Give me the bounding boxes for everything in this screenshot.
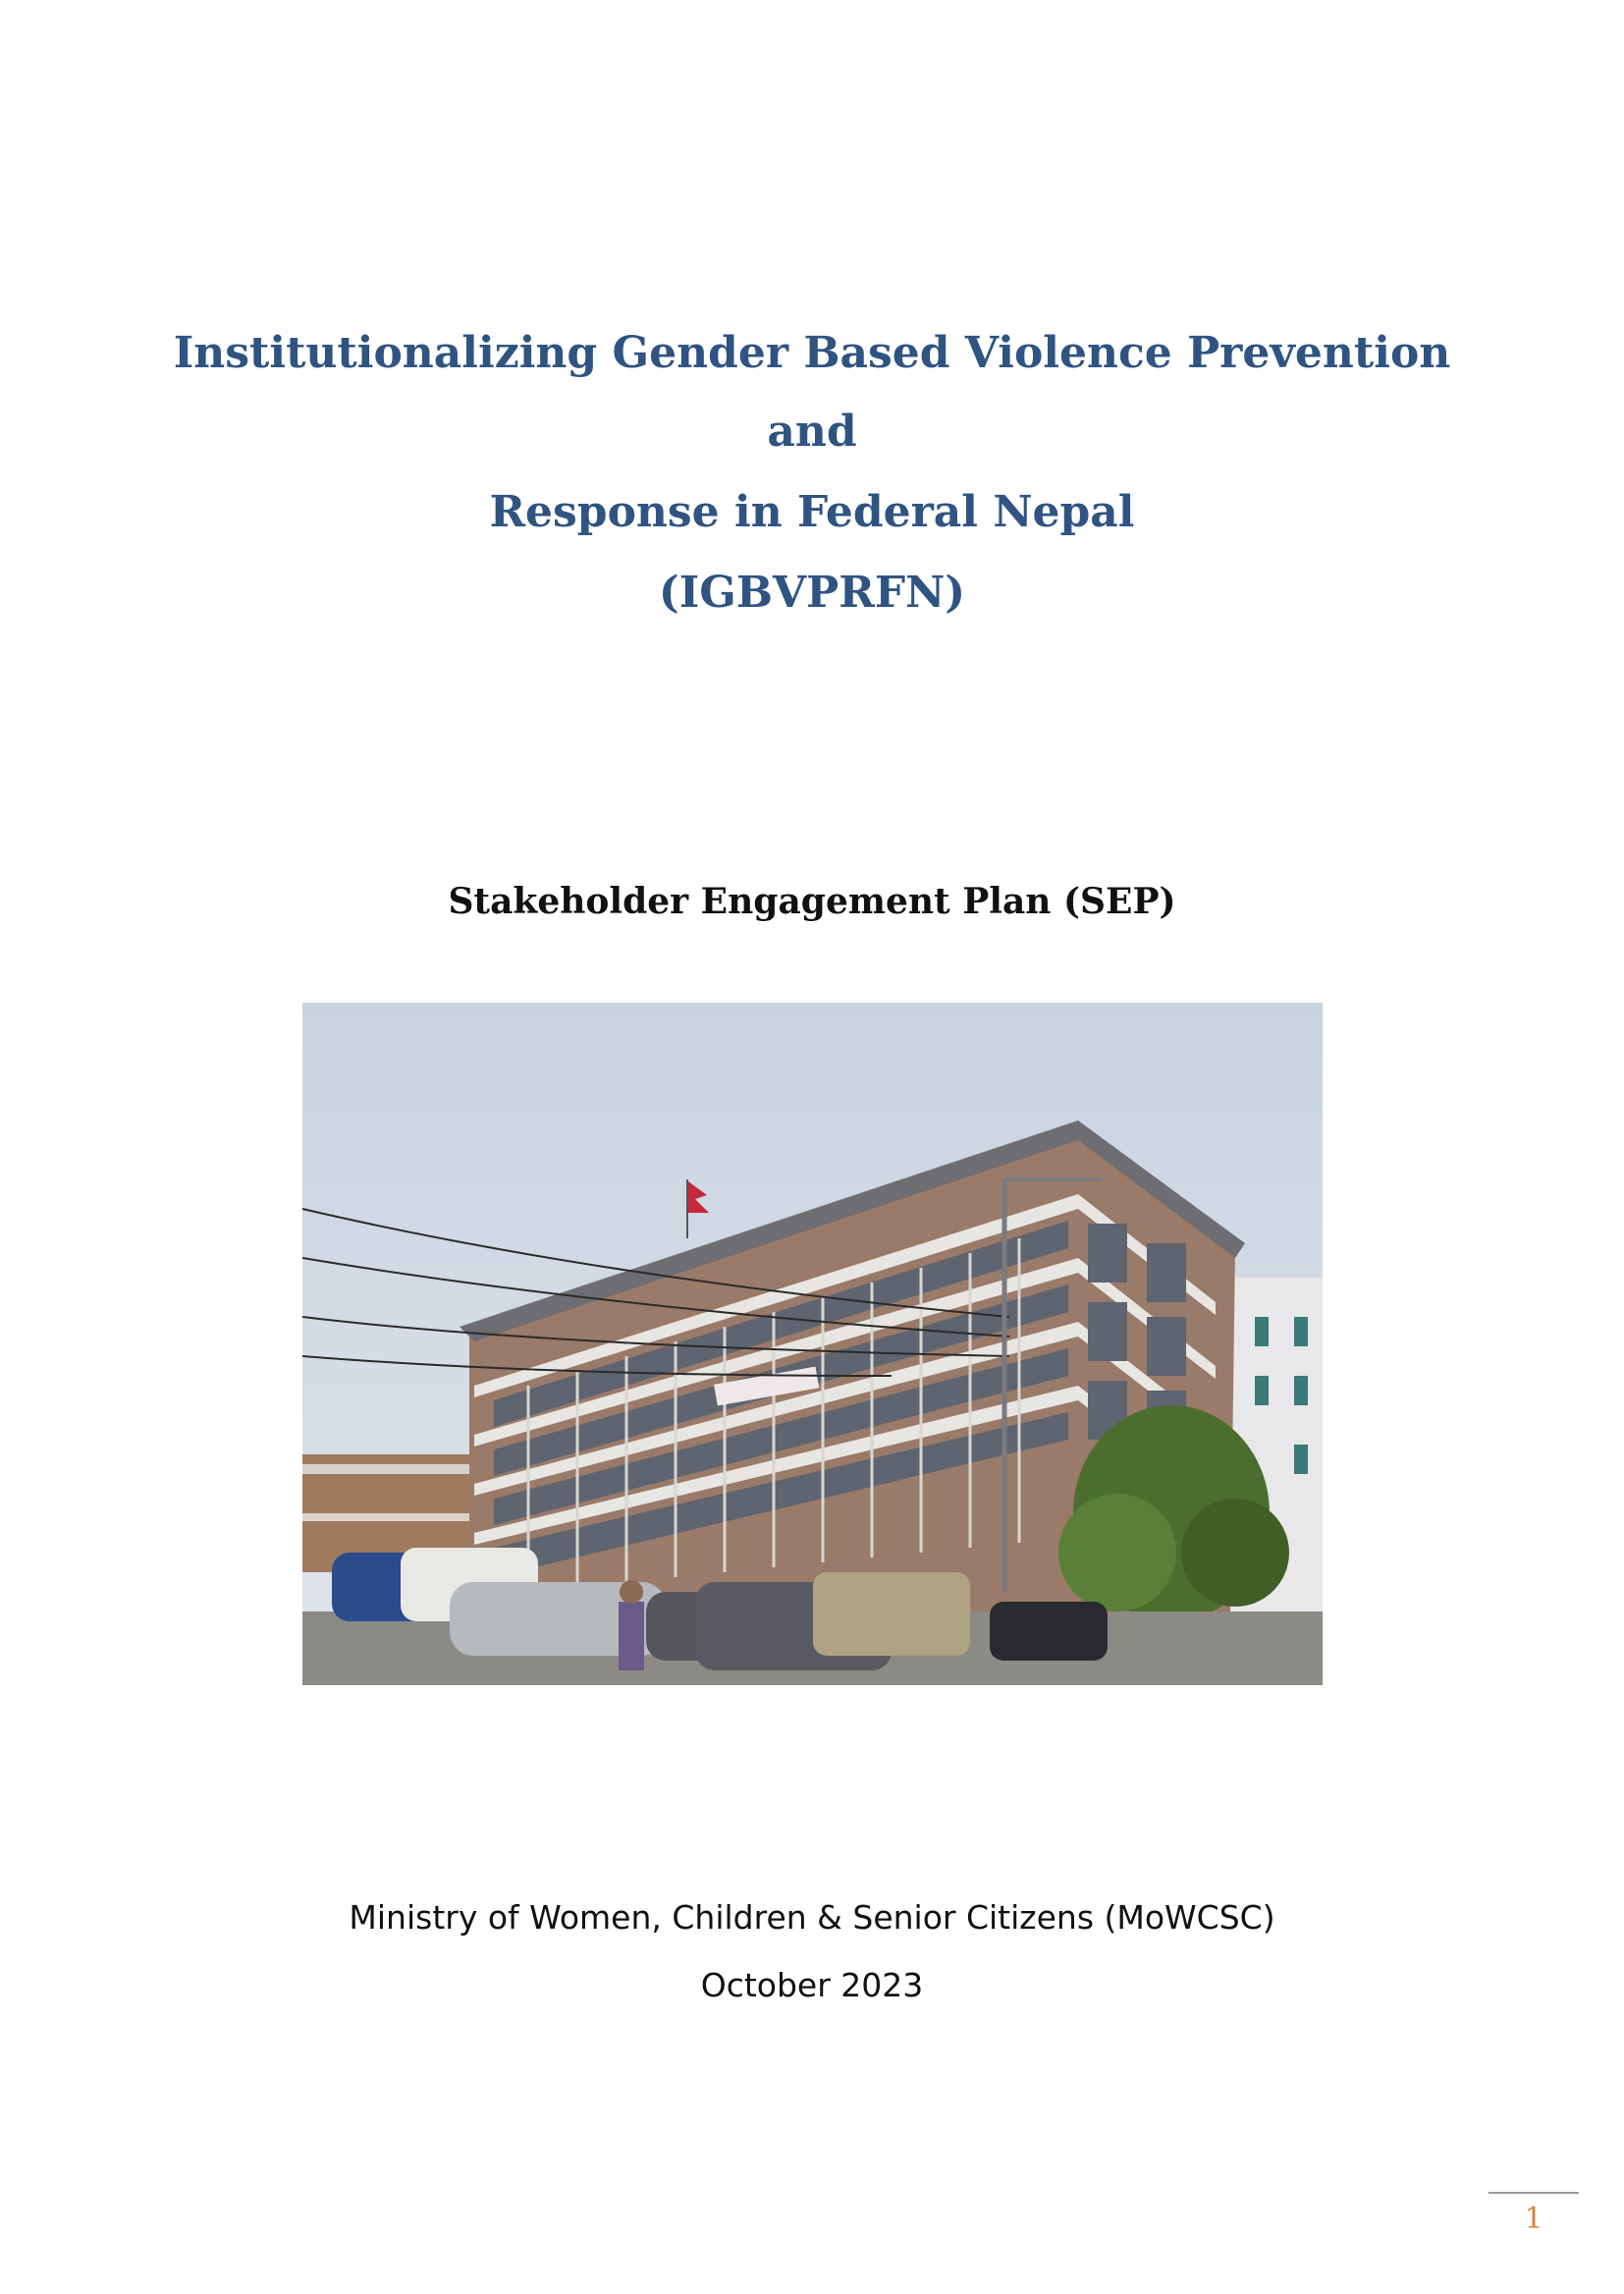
title-line-1: Institutionalizing Gender Based Violence Prevention — [173, 328, 1451, 378]
title-line-3: Response in Federal Nepal — [489, 487, 1135, 537]
document-subtitle: Stakeholder Engagement Plan (SEP) — [448, 881, 1176, 922]
title-line-4: (IGBVPRFN) — [658, 568, 966, 618]
building-photo — [302, 1003, 1323, 1685]
organization-name: Ministry of Women, Children & Senior Citizens (MoWCSC) — [349, 1898, 1275, 1937]
page-number-rule — [1489, 2192, 1579, 2194]
publication-date: October 2023 — [700, 1966, 924, 2004]
title-line-2: and — [767, 407, 857, 457]
page-number: 1 — [1524, 2202, 1543, 2236]
